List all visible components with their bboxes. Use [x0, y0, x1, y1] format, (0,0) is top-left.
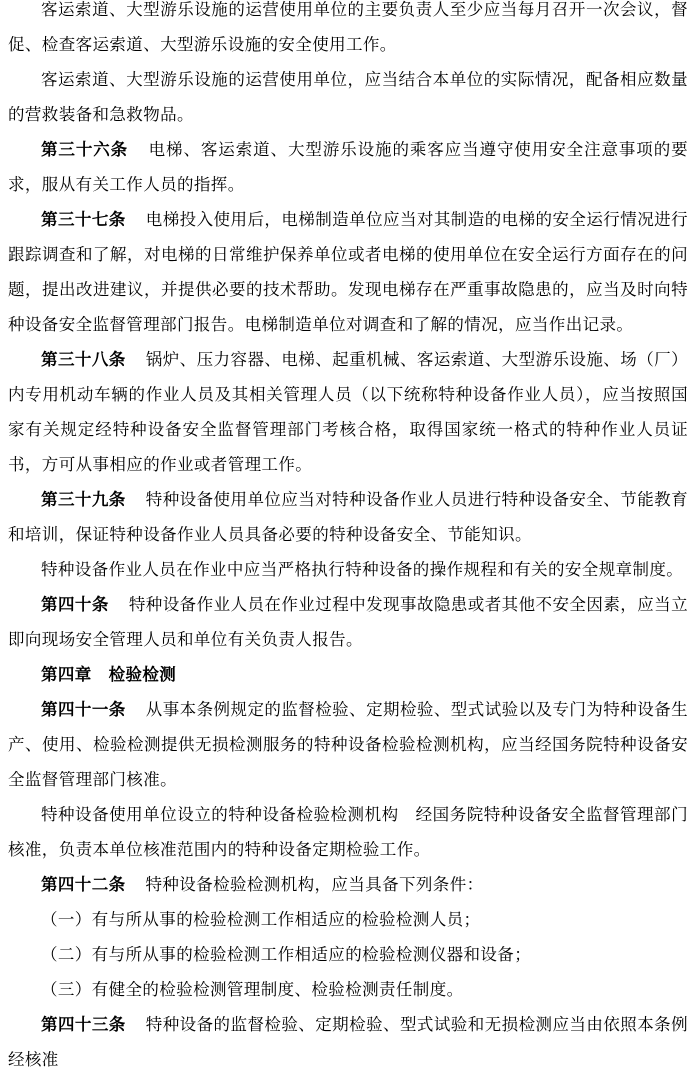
- article-42: [8, 867, 688, 902]
- chapter-title: 第四章 检验检测: [41, 665, 177, 684]
- article-heading: 第三十七条: [41, 210, 126, 229]
- paragraph-text: 从事本条例规定的监督检验、定期检验、型式试验以及专门为特种设备生产、使用、检验检测提供无损检测服务的特种设备检验检测机构，应当经国务院特种设备安全监督管理部门核准。: [8, 700, 688, 789]
- article-heading: 第四十一条: [41, 700, 126, 719]
- article-36: [8, 132, 688, 202]
- article-heading: 第三十八条: [41, 350, 126, 369]
- paragraph-text: 特种设备作业人员在作业过程中发现事故隐患或者其他不安全因素，应当立即向现场安全管理人员和单位有关负责人报告。: [8, 595, 689, 649]
- article-39: [8, 482, 688, 552]
- paragraph-7: [8, 552, 688, 587]
- paragraph-text: 特种设备使用单位应当对特种设备作业人员进行特种设备安全、节能教育和培训，保证特种设备作业人员具备必要的特种设备安全、节能知识。: [8, 490, 688, 544]
- chapter-4-heading: [8, 657, 688, 692]
- list-item-text: （一）有与所从事的检验检测工作相适应的检验检测人员；: [41, 910, 481, 929]
- article-41: [8, 692, 688, 797]
- paragraph-text: 特种设备作业人员在作业中应当严格执行特种设备的操作规程和有关的安全规章制度。: [41, 560, 684, 579]
- article-heading: 第三十九条: [41, 490, 126, 509]
- list-item-1: [8, 902, 688, 937]
- article-37: [8, 202, 688, 342]
- paragraph-text: 特种设备使用单位设立的特种设备检验检测机构 经国务院特种设备安全监督管理部门核准，负责本单位核准范围内的特种设备定期检验工作。: [8, 805, 688, 859]
- article-heading: 第四十三条: [41, 1015, 126, 1034]
- article-heading: 第三十六条: [41, 140, 129, 159]
- paragraph-text: 锅炉、压力容器、电梯、起重机械、客运索道、大型游乐设施、场（厂）内专用机动车辆的作业人员及其相关管理人员（以下统称特种设备作业人员），应当按照国家有关规定经特种设备安全监督管理部门考核合格，取得国家统一格式的特种作业人员证书，方可从事相应的作业或者管理工作。: [8, 350, 688, 474]
- paragraph-text: 特种设备的监督检验、定期检验、型式试验和无损检测应当由依照本条例经核准: [8, 1015, 688, 1069]
- paragraph-11: [8, 797, 688, 867]
- paragraph-text: 客运索道、大型游乐设施的运营使用单位，应当结合本单位的实际情况，配备相应数量的营救装备和急救物品。: [8, 70, 688, 124]
- paragraph-2: [8, 62, 688, 132]
- paragraph-text: 电梯投入使用后，电梯制造单位应当对其制造的电梯的安全运行情况进行跟踪调查和了解，对电梯的日常维护保养单位或者电梯的使用单位在安全运行方面存在的问题，提出改进建议，并提供必要的技术帮助。发现电梯存在严重事故隐患的，应当及时向特种设备安全监督管理部门报告。电梯制造单位对调查和了解的情况，应当作出记录。: [8, 210, 688, 334]
- paragraph-text: 特种设备检验检测机构，应当具备下列条件：: [145, 875, 484, 894]
- list-item-2: [8, 937, 688, 972]
- list-item-text: （二）有与所从事的检验检测工作相适应的检验检测仪器和设备；: [41, 945, 532, 964]
- article-38: [8, 342, 688, 482]
- article-43: [8, 1007, 688, 1077]
- list-item-3: [8, 972, 688, 1007]
- article-heading: 第四十条: [41, 595, 109, 614]
- paragraph-text: 客运索道、大型游乐设施的运营使用单位的主要负责人至少应当每月召开一次会议，督促、检查客运索道、大型游乐设施的安全使用工作。: [8, 0, 688, 54]
- article-heading: 第四十二条: [41, 875, 126, 894]
- article-40: [8, 587, 688, 657]
- paragraph-text: 电梯、客运索道、大型游乐设施的乘客应当遵守使用安全注意事项的要求，服从有关工作人员的指挥。: [8, 140, 689, 194]
- list-item-text: （三）有健全的检验检测管理制度、检验检测责任制度。: [41, 980, 464, 999]
- paragraph-1: [8, 0, 688, 62]
